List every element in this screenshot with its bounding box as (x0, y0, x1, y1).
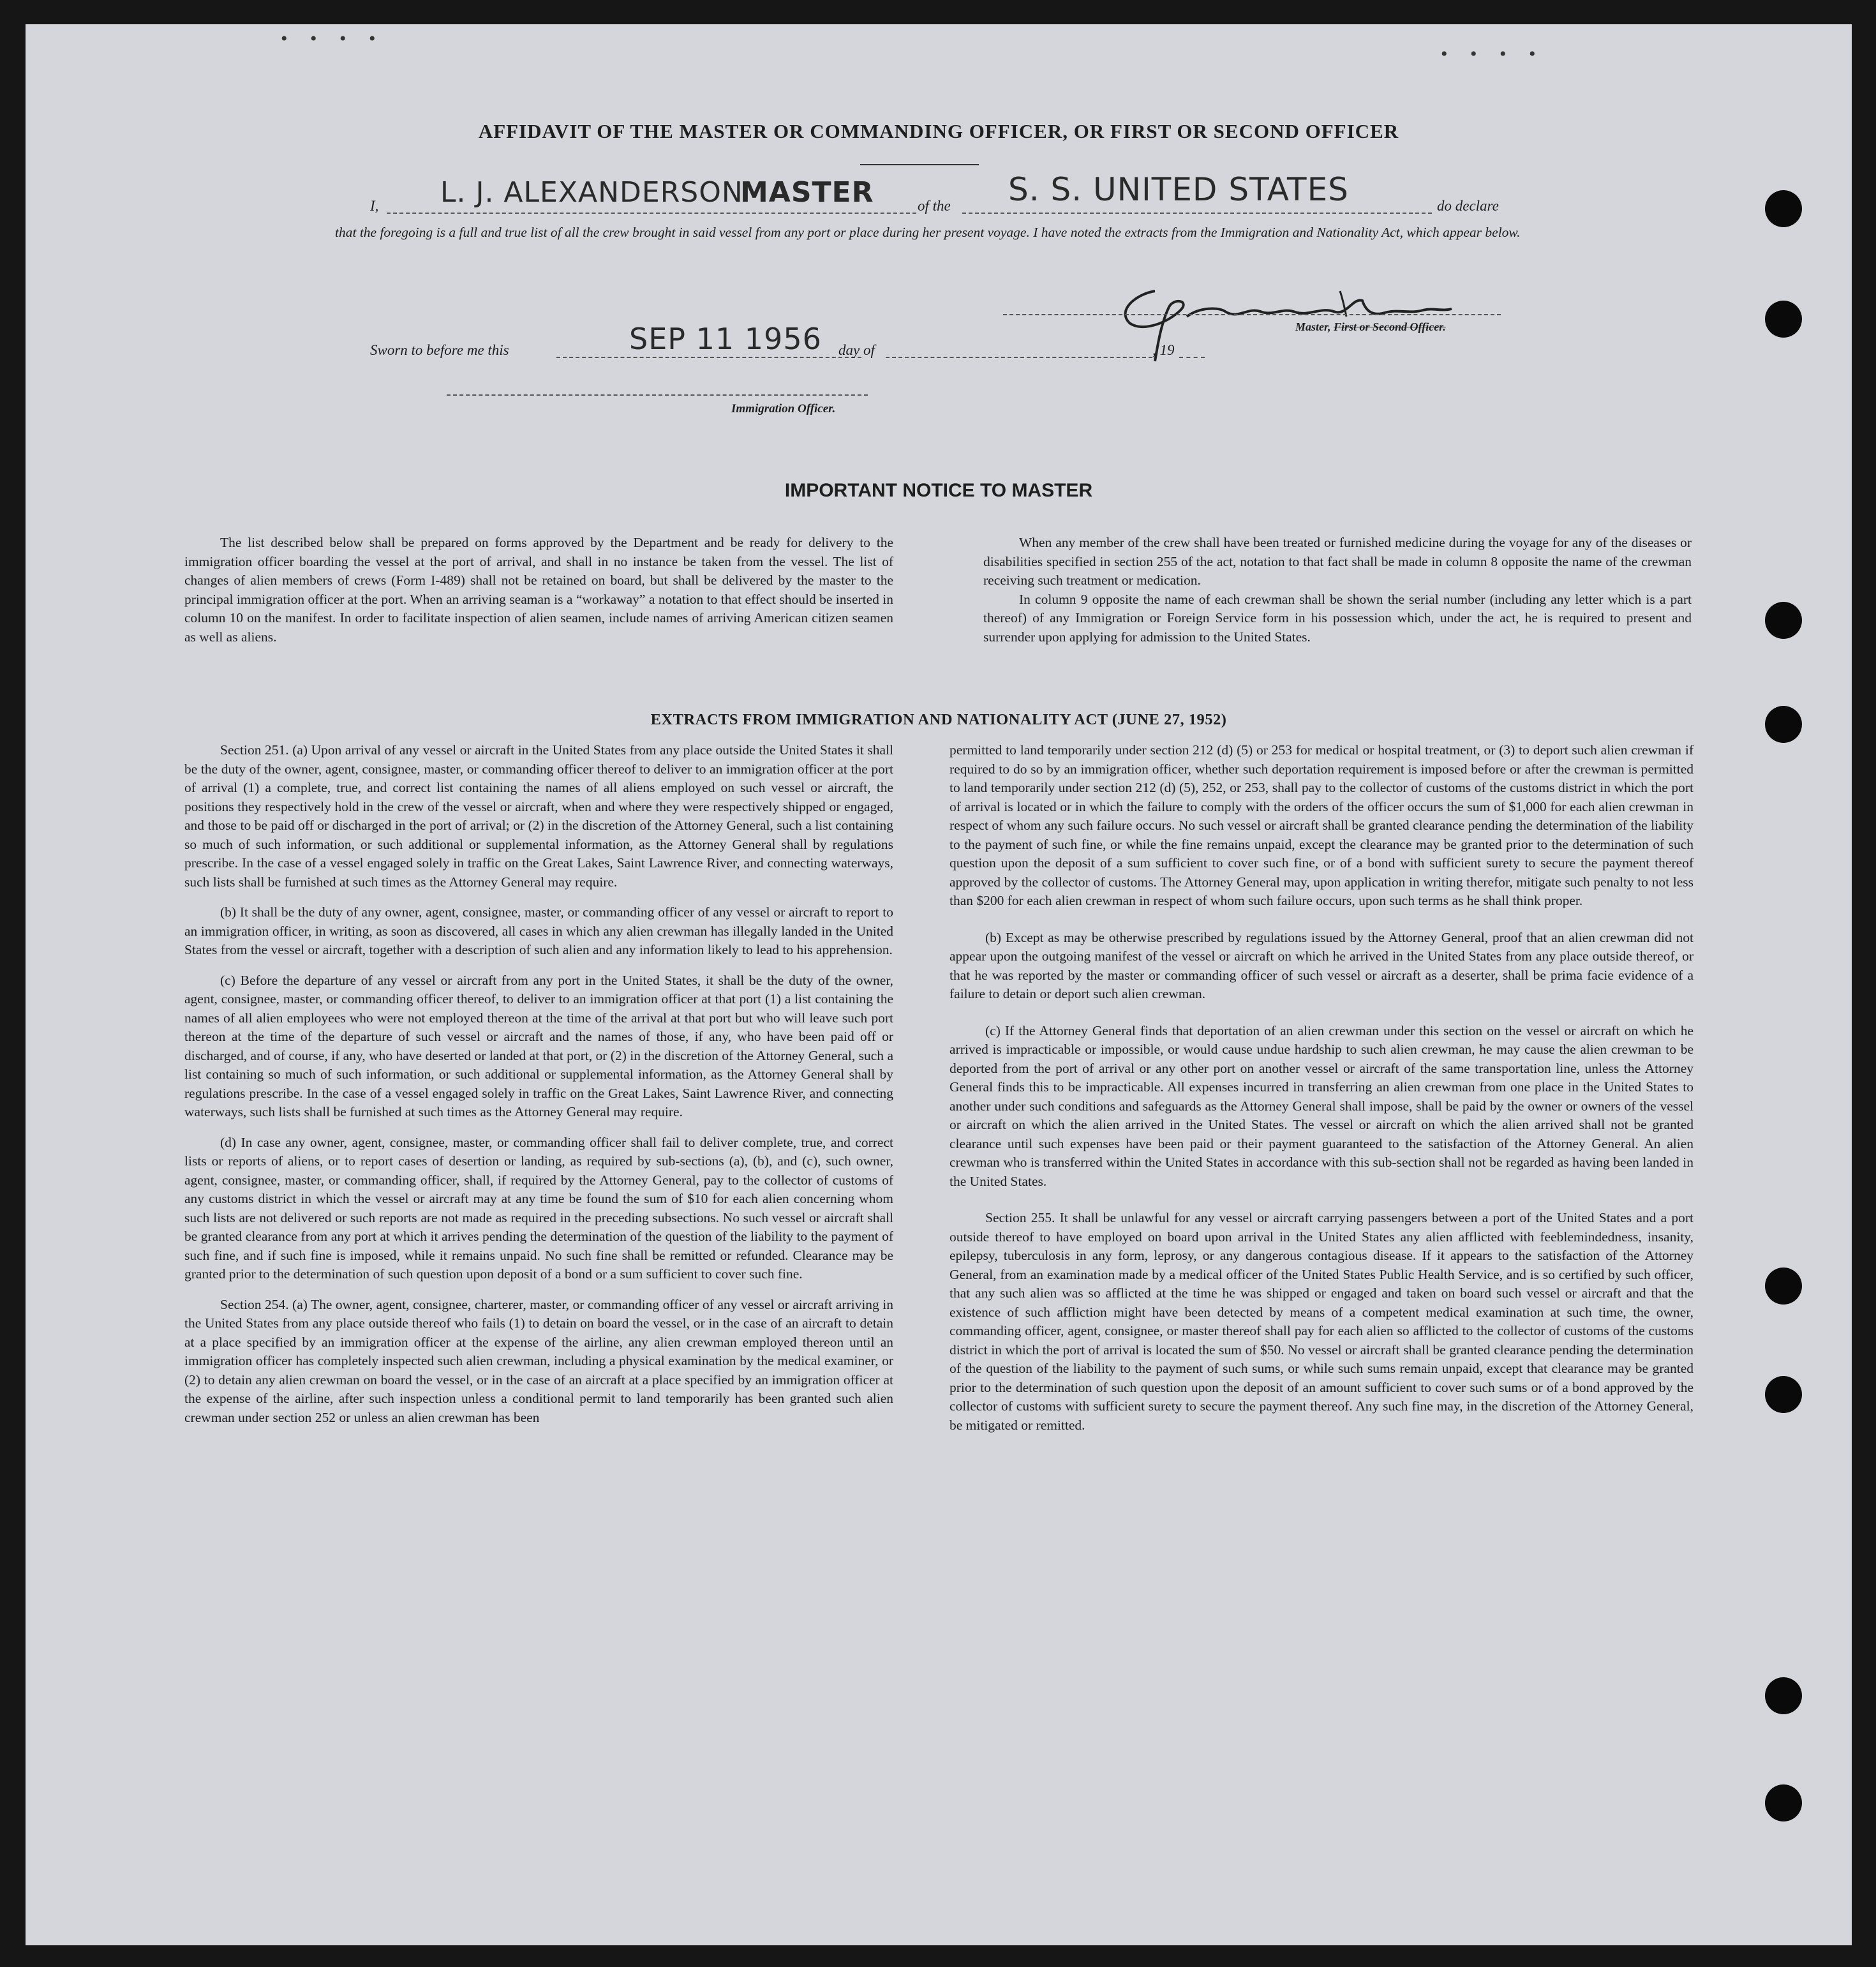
punch-hole (1765, 1784, 1802, 1821)
day-of-label: day of (838, 342, 875, 358)
form-title: AFFIDAVIT OF THE MASTER OR COMMANDING OFFICER, OR FIRST OR SECOND OFFICER (478, 120, 1399, 142)
notice-right-column (983, 534, 1692, 647)
declaration-statement: that the foregoing is a full and true list of all the crew brought in said vessel from any port or place during her present voyage. I have noted the extracts from the Immigration and Nationality Act, which appear below. (335, 225, 1521, 240)
section-255: Section 255. It shall be unlawful for any vessel or aircraft carrying passengers between a port of the United States and a port outside thereof to have employed on board upon arrival in the United States any alien afflicted with feeblemindedness, insanity, epilepsy, tuberculosis in any form, leprosy, or any dangerous contagious disease. If it appears to the satisfaction of the Attorney General, from an examination made by a medical officer of the United States Public Health Service, and is so certified by such officer, that any such alien was so afflicted at the time he was shipped or engaged and taken on board such vessel or aircraft and that the existence of such affliction might have been detected by means of a competent medical examination at such time, the owner, commanding officer, agent, consignee, or master thereof shall pay for each alien so afflicted to the collector of customs of the customs district in which the port of arrival is located the sum of $50. No vessel or aircraft shall be granted clearance pending the determination of the question of the liability to the payment of such sums, or while such sums remain unpaid, except that clearance may be granted prior to the determination of such question upon the deposit of an amount sufficient to cover such sums or of a bond approved by the collector of customs with sufficient surety to secure the payment thereof. Any such fine may, in the discretion of the Attorney General, be mitigated or remitted. (949, 1210, 1694, 1433)
punch-hole (1765, 1376, 1802, 1413)
year-label: , 19 (1152, 342, 1175, 358)
section-251-b: (b) It shall be the duty of any owner, agent, consignee, master, or commanding officer of any vessel or aircraft to report to an immigration officer, in writing, as soon as discovered, all cases in which any alien crewman has illegally landed in the United States from the vessel or aircraft, together with a description of such alien and any information likely to lead to his apprehension. (184, 904, 893, 957)
section-254-a-continued: permitted to land temporarily under section 212 (d) (5) or 253 for medical or hospital treatment, or (3) to deport such alien crewman if required to do so by an immigration officer, whether such deportation requirement is imposed before or after the crewman is permitted to land temporarily under section 212 (d) (5), 252, or 253, shall pay to the collector of customs of the customs district in which the port of arrival is located or in which the failure to comply with the orders of the officer occurs the sum of $1,000 for each alien crewman in respect of whom any such failure occurs. No such vessel or aircraft shall be granted clearance pending the determination of the liability to the payment of such fine, or while the fine remains unpaid, except the clearance may be granted prior to the determination of such question upon the deposit of a sum sufficient to cover such fine, or of a bond with sufficient surety to secure the payment thereof approved by the collector of customs. The Attorney General may, upon application in writing therefor, mitigate such penalty to not less than $200 for each alien crewman in respect of whom such failure occurs, upon such terms as he shall think proper. (949, 742, 1694, 908)
punch-hole (1765, 602, 1802, 639)
extracts-right-column (949, 741, 1694, 1435)
notice-paragraph: The list described below shall be prepared on forms approved by the Department and be ready for delivery to the immigration officer boarding the vessel at the port of arrival, and shall in no instance be taken from the vessel. The list of changes of alien members of crews (Form I-489) shall not be retained on board, but shall be delivered by the master to the principal immigration officer at the port. When an arriving seaman is a “workaway” a notation to that effect should be inserted in column 10 on the manifest. In order to facilitate inspection of alien seamen, include names of arriving American citizen seamen as well as aliens. (184, 535, 893, 645)
punch-hole (1765, 1268, 1802, 1305)
of-the-label: of the (918, 198, 951, 214)
scan-specks: • • • • (1441, 43, 1545, 64)
punch-hole (1765, 1677, 1802, 1714)
extracts-left-column (184, 741, 893, 1427)
section-251-a: Section 251. (a) Upon arrival of any vessel or aircraft in the United States from any place outside the United States it shall be the duty of the owner, agent, consignee, master, or commanding officer thereof to deliver to an immigration officer at the port of arrival (1) a complete, true, and correct list containing the names of all aliens employed on such vessel or aircraft, the positions they respectively hold in the crew of the vessel or aircraft, when and where they were respectively shipped or engaged, and those to be paid off or discharged in the port of arrival; or (2) in the discretion of the Attorney General, such a list containing so much of such information, or such additional or supplemental information, as the Attorney General shall by regulations prescribe. In the case of a vessel engaged solely in traffic on the Great Lakes, Saint Lawrence River, and connecting waterways, such lists shall be furnished at such times as the Attorney General may require. (184, 742, 893, 890)
signature-line (1003, 314, 1501, 315)
do-declare-label: do declare (1437, 198, 1499, 214)
officer-caption: Immigration Officer. (731, 402, 836, 415)
document-page (26, 24, 1852, 1945)
sworn-date-line (556, 357, 861, 358)
officer-signature-line (447, 394, 868, 396)
notice-left-column (184, 534, 893, 647)
vessel-name-field: S. S. UNITED STATES (1008, 171, 1349, 208)
punch-hole (1765, 190, 1802, 227)
month-line (886, 357, 1152, 358)
name-field-line (387, 213, 916, 214)
notice-paragraph: In column 9 opposite the name of each crewman shall be shown the serial number (including any letter which is a part thereof) of any Immigration or Foreign Service form in his possession which, under the act, he is required to present and surrender upon applying for admission to the United States. (983, 591, 1692, 645)
section-254-b: (b) Except as may be otherwise prescribed by regulations issued by the Attorney General, proof that an alien crewman did not appear upon the outgoing manifest of the vessel or aircraft on which he arrived in the United States from any place outside thereof, or that he was reported by the master or commanding officer of such vessel or aircraft as a deserter, shall be prima facie evidence of a failure to detain or deport such alien crewman. (949, 929, 1694, 1001)
extracts-title: EXTRACTS FROM IMMIGRATION AND NATIONALITY ACT (JUNE 27, 1952) (650, 711, 1227, 728)
notice-paragraph: When any member of the crew shall have been treated or furnished medicine during the voyage for any of the diseases or disabilities specified in section 255 of the act, notation to that fact shall be made in column 8 opposite the name of the crewman receiving such treatment or medication. (983, 535, 1692, 588)
signature-caption-master: Master, (1295, 320, 1331, 333)
signature-caption (1295, 320, 1446, 334)
vessel-field-line (962, 213, 1432, 214)
notice-title: IMPORTANT NOTICE TO MASTER (784, 480, 1093, 501)
sworn-label: Sworn to before me this (370, 342, 509, 358)
rank-field: MASTER (740, 176, 874, 209)
section-254-a: Section 254. (a) The owner, agent, consignee, charterer, master, or commanding officer of any vessel or aircraft arriving in the United States from any place outside thereof who fails (1) to detain on board the vessel, or in the case of an aircraft to detain at a place specified by an immigration officer at the expense of the airline, any alien crewman employed thereon until an immigration officer has completely inspected such alien crewman, including a physical examination by the medical examiner, or (2) to detain any alien crewman on board the vessel, or in the case of an aircraft at a place specified by an immigration officer at the expense of the airline, after such inspection unless a conditional permit to land temporarily has been granted such alien crewman under section 252 or unless an alien crewman has been (184, 1296, 893, 1425)
punch-hole (1765, 301, 1802, 338)
year-line (1179, 357, 1205, 358)
master-name-field: L. J. ALEXANDERSON (440, 176, 743, 209)
section-251-c: (c) Before the departure of any vessel or aircraft from any port in the United States, it shall be the duty of the owner, agent, consignee, master, or commanding officer thereof, to deliver to an immigration officer at that port (1) a list containing the names of all alien employees who were not employed thereon at the time of the arrival at that port but who will leave such port thereon at the time of the departure of such vessel or aircraft and the names of those, if any, who have been paid off or discharged, and of course, if any, who have deserted or landed at that port, or (2) in the discretion of the Attorney General, such a list containing so much of such information, or such additional or supplemental information, as the Attorney General shall by regulations prescribe. In the case of a vessel engaged solely in traffic on the Great Lakes, Saint Lawrence River, and connecting waterways, such lists shall be furnished at such times as the Attorney General may require. (184, 972, 893, 1119)
section-254-c: (c) If the Attorney General finds that deportation of an alien crewman under this section on the vessel or aircraft on which he arrived is impracticable or impossible, or would cause undue hardship to such alien crewman, he may cause the alien crewman to be deported from the port of arrival or any other port on another vessel or aircraft of the same transportation line, unless the Attorney General finds this to be impracticable. All expenses incurred in transferring an alien crewman from one place in the United States to another under such conditions and safeguards as the Attorney General shall impose, shall be paid by the owner or owners of the vessel or aircraft on which the alien arrived in the United States. The vessel or aircraft on which the alien arrived shall not be granted clearance until such expenses have been paid or their payment guaranteed to the satisfaction of the Attorney General. An alien crewman who is transferred within the United States in accordance with this sub-section shall not be regarded as having been landed in the United States. (949, 1022, 1694, 1189)
date-stamp: SEP 11 1956 (629, 322, 822, 356)
title-rule (860, 164, 979, 165)
signature-caption-struck: First or Second Officer. (1334, 320, 1446, 333)
i-label: I, (370, 198, 379, 214)
scan-specks: • • • • (281, 28, 385, 49)
section-251-d: (d) In case any owner, agent, consignee, master, or commanding officer shall fail to deliver complete, true, and correct lists or reports of aliens, or to report cases of desertion or landing, as required by sub-sections (a), (b), and (c), such owner, agent, consignee, master, or commanding officer, shall, if required by the Attorney General, pay to the collector of customs of any customs district in which the vessel or aircraft may at any time be found the sum of $10 for each alien concerning whom such lists are not delivered or such reports are not made as required in the preceding subsections. No such vessel or aircraft shall be granted clearance from any port at which it arrives pending the determination of the question of the liability to the payment of such fine, and if such fine is imposed, while it remains unpaid. No such fine shall be remitted or refunded. Clearance may be granted prior to the determination of such question upon deposit of a bond or a sum sufficient to cover such fine. (184, 1134, 893, 1282)
